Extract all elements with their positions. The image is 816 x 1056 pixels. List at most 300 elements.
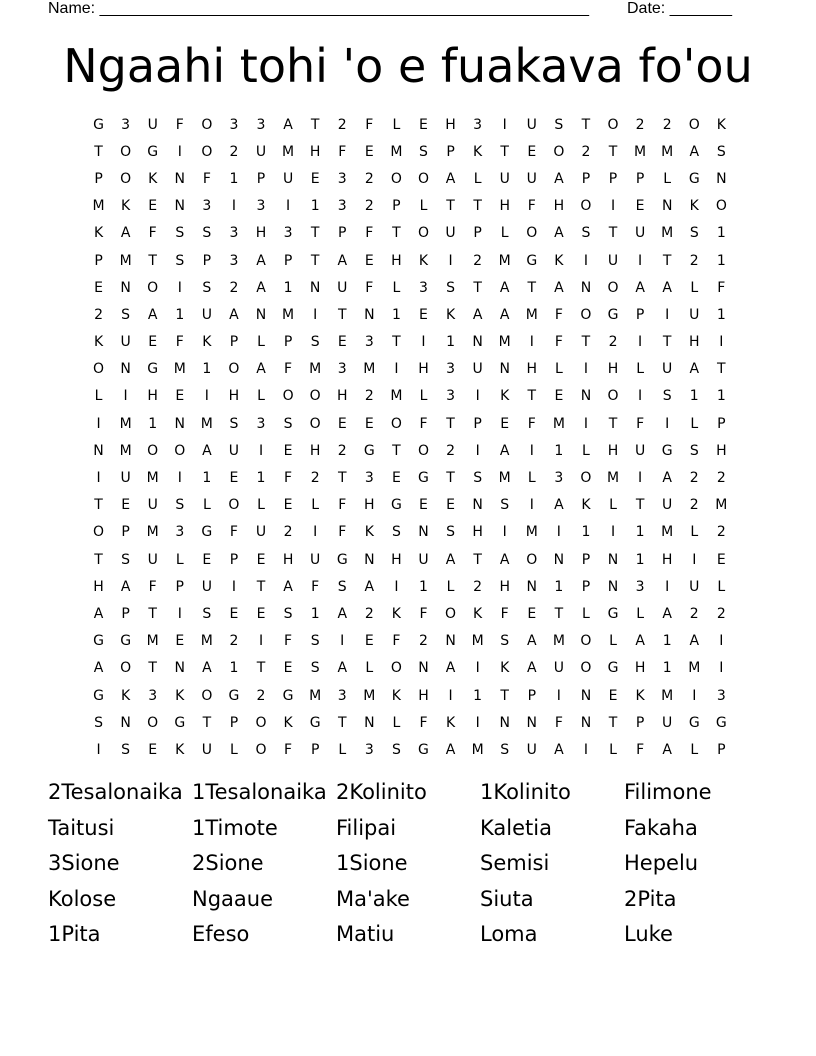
word-list-item: 1Tesalonaika bbox=[192, 780, 327, 804]
grid-letter: A bbox=[337, 252, 348, 269]
grid-letter: O bbox=[445, 605, 457, 622]
grid-letter: L bbox=[500, 225, 509, 242]
grid-letter: I bbox=[638, 388, 643, 405]
grid-letter: A bbox=[283, 116, 293, 133]
grid-letter: F bbox=[554, 714, 563, 731]
grid-letter: M bbox=[363, 687, 376, 704]
grid-letter: U bbox=[337, 279, 348, 296]
grid-letter: U bbox=[607, 252, 619, 269]
grid-letter: T bbox=[473, 279, 482, 296]
grid-letter: M bbox=[661, 687, 674, 704]
grid-letter: A bbox=[256, 361, 266, 378]
word-list-item: Siuta bbox=[480, 886, 534, 911]
grid-letter: 1 bbox=[446, 334, 456, 351]
grid-letter: K bbox=[391, 687, 401, 704]
grid-letter: L bbox=[582, 605, 590, 622]
grid-letter: T bbox=[500, 687, 509, 704]
word-list-item: 1Sione bbox=[336, 851, 408, 875]
grid-letter: 3 bbox=[256, 415, 266, 432]
grid-letter: O bbox=[93, 524, 105, 541]
grid-letter: F bbox=[202, 170, 211, 187]
date-field-label: Date: _______ bbox=[627, 0, 732, 17]
grid-letter: O bbox=[201, 143, 213, 160]
grid-letter: O bbox=[526, 551, 538, 568]
grid-letter: I bbox=[556, 524, 561, 541]
grid-letter: L bbox=[554, 361, 563, 378]
grid-letter: H bbox=[282, 551, 294, 568]
grid-letter: 3 bbox=[283, 225, 293, 242]
grid-letter: K bbox=[716, 116, 726, 133]
grid-letter: T bbox=[310, 252, 320, 269]
grid-letter: M bbox=[119, 442, 132, 459]
grid-letter: F bbox=[175, 334, 184, 351]
grid-letter: I bbox=[448, 687, 453, 704]
grid-letter: L bbox=[609, 497, 617, 514]
grid-letter: G bbox=[336, 551, 348, 568]
grid-letter: 2 bbox=[716, 524, 726, 541]
grid-letter: K bbox=[473, 605, 483, 622]
grid-letter: 2 bbox=[473, 252, 483, 269]
grid-letter: L bbox=[663, 170, 672, 187]
grid-letter: E bbox=[283, 497, 293, 514]
grid-letter: S bbox=[473, 470, 483, 487]
grid-letter: H bbox=[147, 388, 158, 405]
grid-letter: F bbox=[148, 578, 157, 595]
grid-letter: A bbox=[256, 252, 266, 269]
grid-letter: 1 bbox=[256, 470, 266, 487]
grid-letter: P bbox=[608, 170, 618, 187]
grid-letter: L bbox=[419, 388, 428, 405]
word-search-grid bbox=[85, 111, 735, 764]
grid-letter: H bbox=[228, 388, 240, 405]
grid-letter: L bbox=[202, 497, 211, 514]
grid-letter: L bbox=[338, 741, 347, 758]
grid-letter: G bbox=[607, 660, 619, 677]
grid-letter: T bbox=[337, 470, 347, 487]
grid-letter: H bbox=[688, 334, 700, 351]
grid-letter: 1 bbox=[662, 633, 672, 650]
grid-letter: I bbox=[448, 252, 453, 269]
grid-letter: 1 bbox=[310, 605, 320, 622]
grid-letter: T bbox=[554, 605, 564, 622]
grid-letter: S bbox=[391, 741, 401, 758]
grid-letter: 3 bbox=[148, 687, 158, 704]
grid-letter: F bbox=[419, 714, 428, 731]
grid-letter: 2 bbox=[716, 605, 726, 622]
grid-letter: N bbox=[472, 334, 483, 351]
grid-letter: L bbox=[392, 116, 401, 133]
grid-letter: P bbox=[717, 741, 726, 758]
grid-letter: I bbox=[502, 524, 507, 541]
grid-letter: K bbox=[283, 714, 293, 731]
grid-letter: M bbox=[200, 633, 213, 650]
grid-letter: N bbox=[120, 714, 131, 731]
grid-letter: T bbox=[256, 578, 266, 595]
grid-letter: A bbox=[689, 361, 700, 378]
grid-letter: P bbox=[229, 714, 239, 731]
grid-letter: G bbox=[607, 306, 619, 323]
grid-letter: P bbox=[229, 334, 239, 351]
grid-letter: M bbox=[390, 388, 403, 405]
grid-letter: I bbox=[177, 143, 182, 160]
grid-letter: F bbox=[554, 306, 563, 323]
grid-letter: I bbox=[96, 470, 101, 487]
grid-letter: E bbox=[256, 605, 266, 622]
grid-row bbox=[85, 356, 735, 383]
grid-letter: E bbox=[337, 334, 347, 351]
grid-letter: H bbox=[607, 361, 619, 378]
grid-letter: I bbox=[123, 388, 128, 405]
grid-letter: S bbox=[391, 524, 401, 541]
grid-letter: I bbox=[502, 116, 507, 133]
grid-letter: L bbox=[690, 741, 699, 758]
grid-letter: L bbox=[94, 388, 103, 405]
grid-letter: O bbox=[688, 116, 700, 133]
grid-letter: T bbox=[148, 660, 157, 677]
grid-letter: 2 bbox=[337, 442, 347, 459]
grid-letter: E bbox=[391, 470, 401, 487]
grid-letter: A bbox=[445, 660, 456, 677]
grid-letter: K bbox=[445, 714, 456, 731]
grid-letter: U bbox=[228, 442, 240, 459]
name-field-label: Name: _______________________________________________________ bbox=[48, 0, 589, 17]
grid-letter: S bbox=[310, 334, 320, 351]
grid-letter: O bbox=[417, 170, 429, 187]
grid-letter: 2 bbox=[608, 334, 618, 351]
grid-letter: T bbox=[717, 361, 726, 378]
grid-letter: T bbox=[608, 143, 618, 160]
grid-letter: P bbox=[94, 252, 103, 269]
grid-letter: M bbox=[498, 252, 511, 269]
grid-letter: U bbox=[553, 660, 564, 677]
grid-letter: I bbox=[96, 741, 101, 758]
grid-letter: 1 bbox=[310, 198, 320, 215]
grid-letter: N bbox=[553, 551, 565, 568]
word-list-item: 2Pita bbox=[624, 886, 677, 911]
grid-letter: M bbox=[634, 143, 647, 160]
grid-row bbox=[85, 492, 735, 519]
grid-letter: A bbox=[445, 551, 456, 568]
grid-letter: G bbox=[174, 714, 186, 731]
grid-letter: N bbox=[418, 660, 429, 677]
grid-letter: H bbox=[418, 361, 429, 378]
grid-letter: 1 bbox=[229, 170, 239, 187]
grid-letter: 2 bbox=[689, 252, 699, 269]
grid-letter: S bbox=[689, 442, 699, 459]
grid-letter: O bbox=[93, 361, 105, 378]
grid-row bbox=[85, 519, 735, 546]
grid-row bbox=[85, 301, 735, 328]
grid-letter: A bbox=[554, 170, 564, 187]
grid-letter: L bbox=[609, 633, 617, 650]
grid-letter: 1 bbox=[473, 687, 483, 704]
grid-letter: F bbox=[636, 415, 645, 432]
grid-letter: L bbox=[446, 578, 455, 595]
word-list-item: 1Pita bbox=[48, 922, 101, 946]
grid-letter: P bbox=[717, 415, 726, 432]
grid-letter: E bbox=[364, 143, 374, 160]
grid-letter: M bbox=[146, 524, 159, 541]
grid-letter: 3 bbox=[229, 116, 239, 133]
grid-letter: L bbox=[636, 361, 644, 378]
grid-letter: F bbox=[365, 116, 374, 133]
grid-letter: G bbox=[607, 605, 619, 622]
grid-letter: E bbox=[527, 605, 537, 622]
grid-letter: 1 bbox=[419, 578, 428, 595]
word-list-item: Efeso bbox=[192, 922, 250, 946]
grid-letter: E bbox=[500, 415, 510, 432]
grid-letter: F bbox=[311, 578, 320, 595]
grid-letter: P bbox=[310, 741, 320, 758]
grid-letter: N bbox=[580, 687, 592, 704]
grid-letter: T bbox=[662, 252, 672, 269]
grid-letter: T bbox=[527, 279, 537, 296]
grid-letter: G bbox=[418, 741, 429, 758]
grid-letter: O bbox=[147, 279, 159, 296]
grid-letter: S bbox=[554, 116, 564, 133]
grid-letter: I bbox=[692, 551, 697, 568]
page-title: Ngaahi tohi 'o e fuakava fo'ou bbox=[63, 39, 753, 93]
grid-letter: K bbox=[121, 198, 131, 215]
grid-letter: T bbox=[392, 225, 401, 242]
grid-letter: 1 bbox=[175, 306, 185, 323]
grid-letter: L bbox=[419, 198, 428, 215]
grid-letter: I bbox=[583, 361, 589, 378]
grid-letter: 2 bbox=[337, 116, 347, 133]
grid-letter: M bbox=[498, 470, 511, 487]
grid-letter: K bbox=[175, 741, 185, 758]
grid-letter: T bbox=[392, 442, 401, 459]
grid-letter: P bbox=[635, 714, 645, 731]
grid-letter: T bbox=[500, 143, 509, 160]
grid-letter: G bbox=[418, 470, 429, 487]
grid-letter: M bbox=[688, 660, 701, 677]
grid-letter: L bbox=[257, 388, 265, 405]
grid-letter: L bbox=[257, 334, 265, 351]
grid-letter: P bbox=[581, 170, 591, 187]
grid-letter: I bbox=[583, 741, 589, 758]
grid-row bbox=[85, 736, 735, 763]
grid-row bbox=[85, 138, 735, 165]
grid-row bbox=[85, 220, 735, 247]
grid-letter: 1 bbox=[202, 361, 212, 378]
grid-letter: A bbox=[689, 143, 700, 160]
grid-letter: K bbox=[635, 687, 645, 704]
grid-letter: A bbox=[337, 605, 348, 622]
grid-letter: A bbox=[662, 470, 672, 487]
grid-letter: O bbox=[255, 714, 267, 731]
grid-letter: N bbox=[472, 497, 483, 514]
grid-letter: K bbox=[202, 334, 212, 351]
grid-letter: I bbox=[286, 198, 291, 215]
grid-letter: O bbox=[580, 198, 592, 215]
grid-letter: O bbox=[309, 388, 321, 405]
grid-letter: K bbox=[148, 170, 158, 187]
word-list-item: Ma'ake bbox=[336, 886, 410, 911]
grid-letter: I bbox=[177, 279, 182, 296]
grid-letter: A bbox=[120, 578, 131, 595]
grid-letter: I bbox=[529, 442, 534, 459]
grid-letter: U bbox=[445, 225, 456, 242]
grid-letter: H bbox=[472, 524, 483, 541]
grid-letter: 2 bbox=[283, 524, 293, 541]
grid-letter: E bbox=[635, 198, 645, 215]
grid-letter: S bbox=[662, 388, 672, 405]
grid-letter: F bbox=[527, 415, 536, 432]
grid-letter: S bbox=[121, 551, 131, 568]
grid-letter: T bbox=[527, 388, 537, 405]
grid-letter: 3 bbox=[554, 470, 564, 487]
grid-letter: H bbox=[391, 551, 402, 568]
grid-letter: N bbox=[716, 170, 727, 187]
grid-letter: I bbox=[665, 306, 670, 323]
grid-letter: T bbox=[310, 225, 320, 242]
grid-letter: T bbox=[94, 497, 103, 514]
grid-letter: S bbox=[175, 497, 185, 514]
grid-letter: S bbox=[229, 415, 239, 432]
grid-row bbox=[85, 274, 735, 301]
grid-letter: M bbox=[363, 361, 376, 378]
grid-letter: I bbox=[638, 334, 643, 351]
word-list-item: Ngaaue bbox=[192, 886, 274, 911]
grid-letter: N bbox=[174, 415, 186, 432]
grid-letter: O bbox=[201, 687, 213, 704]
grid-letter: S bbox=[716, 143, 726, 160]
grid-letter: N bbox=[607, 578, 619, 595]
grid-letter: H bbox=[364, 497, 375, 514]
grid-letter: O bbox=[607, 279, 619, 296]
grid-letter: E bbox=[608, 687, 618, 704]
grid-letter: N bbox=[580, 279, 592, 296]
grid-letter: K bbox=[121, 687, 131, 704]
grid-letter: A bbox=[445, 741, 456, 758]
grid-letter: L bbox=[636, 605, 644, 622]
grid-row bbox=[85, 437, 735, 464]
grid-letter: 3 bbox=[202, 198, 212, 215]
grid-letter: H bbox=[634, 660, 646, 677]
grid-letter: U bbox=[418, 551, 429, 568]
word-list-item: 1Kolinito bbox=[480, 780, 571, 804]
grid-letter: T bbox=[662, 334, 672, 351]
word-list-item: Luke bbox=[624, 922, 673, 946]
grid-letter: M bbox=[661, 143, 674, 160]
grid-letter: 2 bbox=[635, 116, 645, 133]
grid-letter: E bbox=[202, 551, 212, 568]
grid-letter: T bbox=[94, 551, 103, 568]
grid-letter: L bbox=[257, 497, 265, 514]
grid-letter: I bbox=[610, 198, 616, 215]
grid-letter: P bbox=[473, 225, 482, 242]
grid-letter: K bbox=[445, 306, 456, 323]
word-list-item: 1Timote bbox=[192, 815, 278, 840]
grid-letter: F bbox=[229, 524, 238, 541]
grid-letter: O bbox=[120, 143, 132, 160]
grid-letter: M bbox=[661, 225, 674, 242]
grid-row bbox=[85, 464, 735, 491]
grid-letter: K bbox=[500, 388, 510, 405]
word-list bbox=[48, 780, 768, 958]
grid-letter: O bbox=[174, 442, 186, 459]
grid-letter: P bbox=[581, 578, 591, 595]
grid-letter: P bbox=[94, 170, 103, 187]
grid-letter: A bbox=[689, 633, 700, 650]
grid-letter: E bbox=[94, 279, 103, 296]
grid-letter: O bbox=[553, 143, 565, 160]
grid-letter: L bbox=[392, 714, 401, 731]
grid-letter: O bbox=[390, 415, 402, 432]
grid-letter: H bbox=[499, 198, 510, 215]
grid-letter: M bbox=[309, 687, 322, 704]
grid-letter: A bbox=[499, 442, 510, 459]
grid-letter: F bbox=[554, 334, 563, 351]
word-list-item: 2Tesalonaika bbox=[48, 780, 183, 804]
grid-letter: 3 bbox=[175, 524, 185, 541]
grid-letter: P bbox=[229, 551, 239, 568]
grid-letter: O bbox=[255, 741, 267, 758]
grid-letter: T bbox=[581, 116, 591, 133]
grid-letter: G bbox=[390, 497, 402, 514]
grid-letter: I bbox=[421, 334, 426, 351]
grid-letter: U bbox=[499, 170, 510, 187]
grid-letter: T bbox=[473, 198, 482, 215]
grid-letter: O bbox=[580, 306, 592, 323]
grid-letter: 2 bbox=[581, 143, 591, 160]
grid-letter: H bbox=[661, 551, 673, 568]
grid-letter: M bbox=[282, 143, 295, 160]
grid-letter: A bbox=[635, 279, 645, 296]
grid-letter: A bbox=[499, 306, 510, 323]
grid-letter: O bbox=[147, 714, 159, 731]
grid-letter: 3 bbox=[473, 116, 483, 133]
word-list-item: 2Kolinito bbox=[336, 780, 427, 804]
grid-letter: F bbox=[284, 633, 293, 650]
grid-letter: E bbox=[121, 497, 131, 514]
word-list-item: Hepelu bbox=[624, 851, 699, 875]
grid-letter: S bbox=[175, 252, 185, 269]
grid-letter: 1 bbox=[581, 524, 591, 541]
grid-letter: I bbox=[529, 497, 534, 514]
grid-letter: F bbox=[338, 524, 347, 541]
grid-letter: T bbox=[94, 143, 103, 160]
grid-letter: O bbox=[201, 116, 213, 133]
grid-letter: M bbox=[552, 633, 565, 650]
grid-letter: T bbox=[635, 497, 645, 514]
grid-letter: I bbox=[394, 578, 399, 595]
grid-letter: 2 bbox=[229, 279, 239, 296]
grid-row bbox=[85, 655, 735, 682]
grid-letter: P bbox=[338, 225, 347, 242]
grid-letter: F bbox=[636, 741, 645, 758]
grid-letter: F bbox=[284, 470, 293, 487]
grid-letter: F bbox=[527, 198, 536, 215]
grid-letter: H bbox=[716, 442, 727, 459]
grid-letter: E bbox=[419, 497, 428, 514]
word-list-item: 2Sione bbox=[192, 851, 264, 875]
grid-letter: U bbox=[634, 442, 646, 459]
grid-letter: G bbox=[688, 714, 700, 731]
grid-letter: I bbox=[692, 687, 697, 704]
grid-letter: N bbox=[607, 551, 619, 568]
grid-letter: N bbox=[580, 388, 592, 405]
grid-letter: I bbox=[610, 524, 616, 541]
grid-letter: I bbox=[177, 470, 182, 487]
grid-letter: A bbox=[256, 279, 266, 296]
grid-letter: F bbox=[338, 143, 347, 160]
grid-letter: I bbox=[313, 306, 318, 323]
grid-letter: T bbox=[581, 334, 591, 351]
grid-letter: I bbox=[529, 334, 534, 351]
grid-letter: N bbox=[364, 306, 375, 323]
